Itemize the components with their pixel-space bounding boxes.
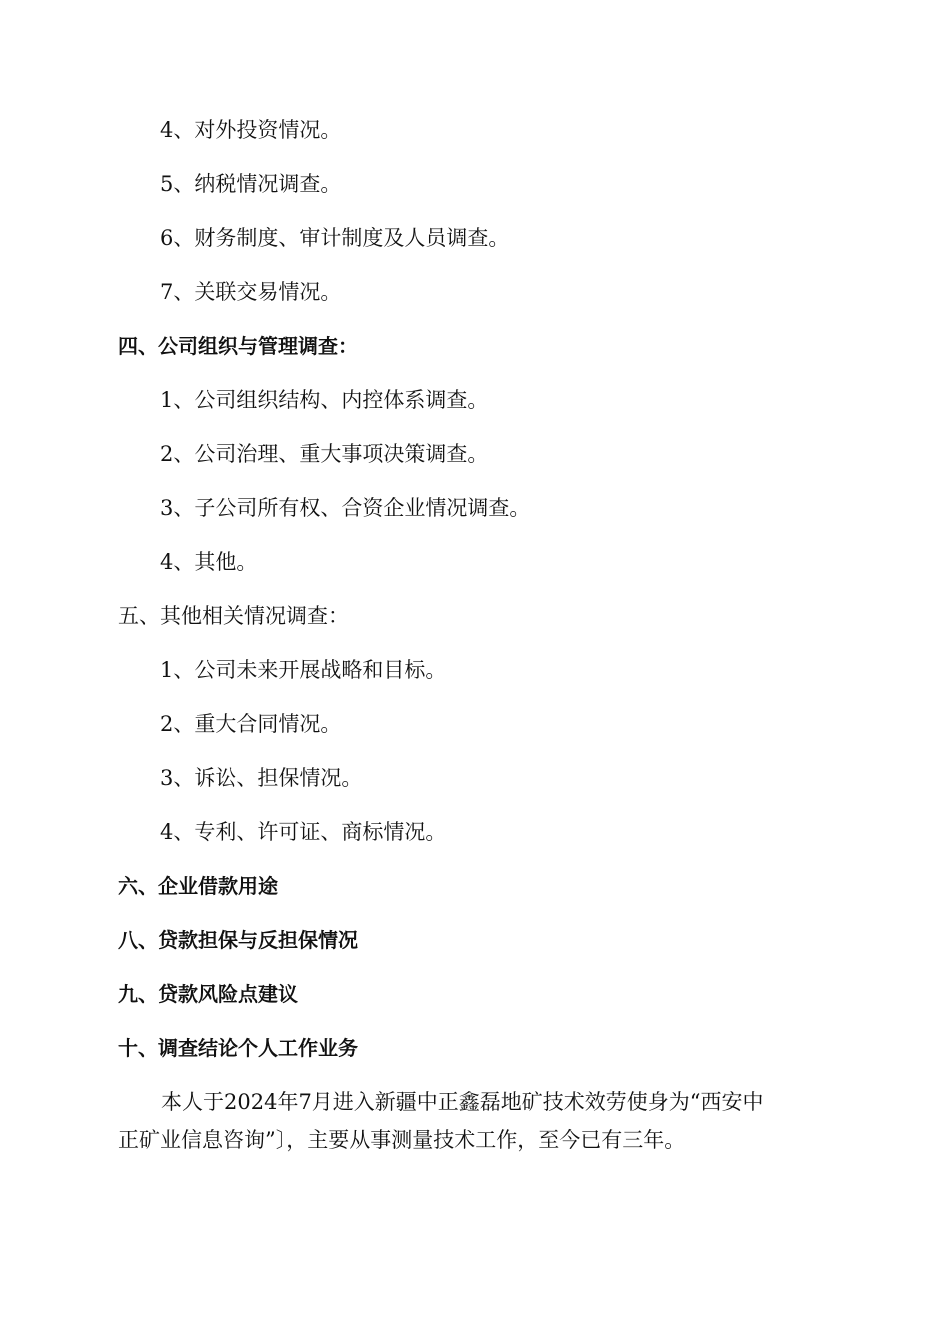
section-heading: 六、企业借款用途 (118, 874, 278, 898)
list-item: 4、对外投资情况。 (160, 118, 342, 142)
section-heading: 十、调查结论个人工作业务 (118, 1036, 358, 1060)
list-item: 2、重大合同情况。 (160, 712, 342, 736)
list-item: 5、纳税情况调查。 (160, 172, 342, 196)
list-item: 2、公司治理、重大事项决策调查。 (160, 442, 489, 466)
list-item: 4、专利、许可证、商标情况。 (160, 820, 447, 844)
section-heading: 九、贷款风险点建议 (118, 982, 298, 1006)
body-paragraph-line: 正矿业信息咨询”〕，主要从事测量技术工作，至今已有三年。 (118, 1128, 686, 1152)
list-item: 3、诉讼、担保情况。 (160, 766, 363, 790)
list-item: 3、子公司所有权、合资企业情况调查。 (160, 496, 531, 520)
list-item: 1、公司未来开展战略和目标。 (160, 658, 447, 682)
list-item: 4、其他。 (160, 550, 258, 574)
section-heading: 四、公司组织与管理调查： (118, 334, 358, 358)
section-heading: 八、贷款担保与反担保情况 (118, 928, 358, 952)
list-item: 1、公司组织结构、内控体系调查。 (160, 388, 489, 412)
body-paragraph-line: 本人于2024年7月进入新疆中正鑫磊地矿技术效劳使身为“西安中 (161, 1090, 764, 1114)
section-heading: 五、其他相关情况调查： (118, 604, 349, 628)
list-item: 6、财务制度、审计制度及人员调查。 (160, 226, 510, 250)
list-item: 7、关联交易情况。 (160, 280, 342, 304)
